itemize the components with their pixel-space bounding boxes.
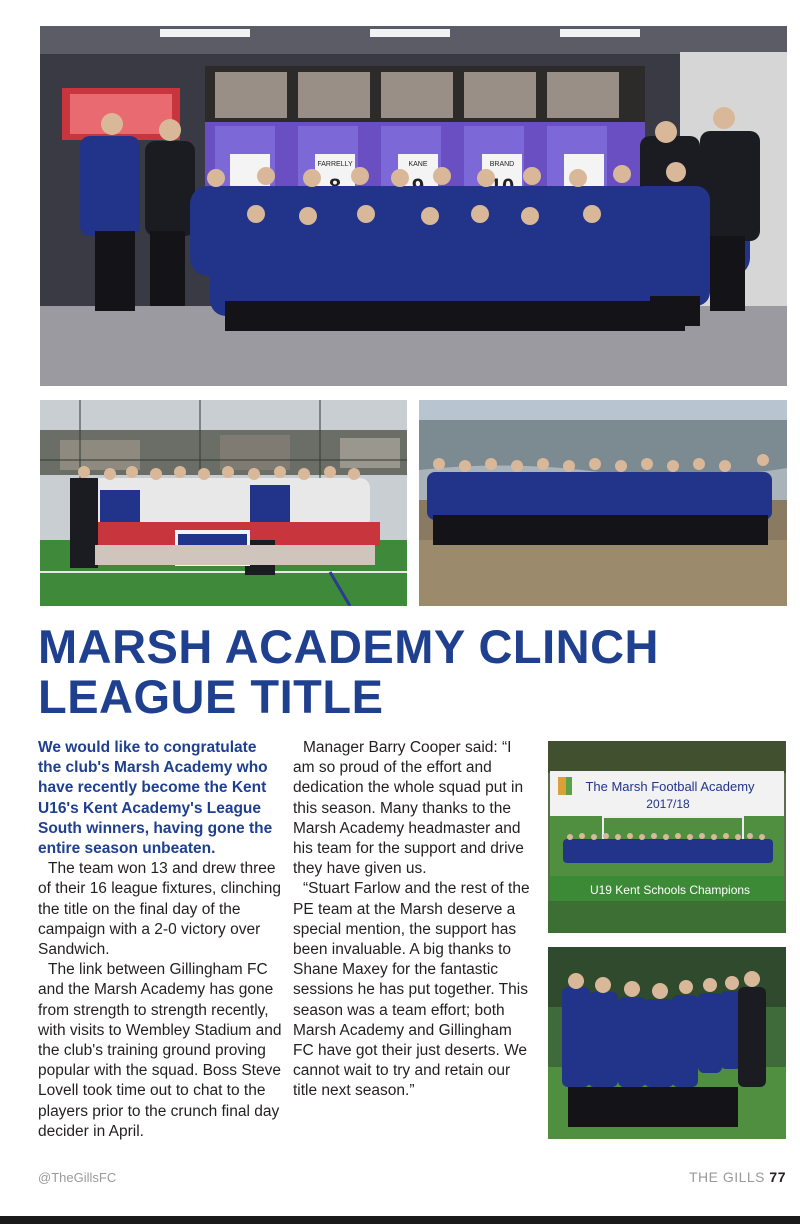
article-intro: We would like to congratulate the club's Marsh Academy who have recently become the Kent U16's Kent Academy's League South winners, having gone the entire season unbeaten.: [38, 739, 273, 858]
article-paragraph: Manager Barry Cooper said: “I am so proud of the effort and dedication the whole squad put in this season. Many thanks to the Marsh Academy headmaster and his team for the support and drive they have given us.: [293, 739, 524, 878]
article-paragraph: The link between Gillingham FC and the Marsh Academy has gone from strength to strength recently, with visits to Wembley Stadium and the club's training ground proving popular with the squad. Boss Steve Lovell took time out to chat to the players prior to the crunch final day decider in April.: [38, 961, 282, 1140]
banner-title: The Marsh Football Academy: [585, 779, 755, 794]
magazine-name: THE GILLS: [688, 1169, 766, 1185]
jersey-name-3: BRAND: [489, 161, 515, 168]
photo-banner-champions: [548, 741, 786, 933]
article-headline: MARSH ACADEMY CLINCH LEAGUE TITLE: [38, 620, 659, 723]
banner-season: 2017/18: [646, 797, 690, 811]
article-paragraph: The team won 13 and drew three of their 16 league fixtures, clinching the title on the final day of the campaign with a 2-0 victory over Sandwich.: [38, 860, 281, 959]
photo-training-session: [548, 947, 786, 1139]
banner-caption: U19 Kent Schools Champions: [589, 883, 751, 897]
jersey-name-1: FARRELLY: [317, 161, 353, 168]
photo-team-on-pitch: [40, 400, 407, 606]
photo-team-dressing-room: [40, 26, 787, 386]
article-column-1: [38, 738, 282, 1142]
photo-team-on-beach: [419, 400, 787, 606]
article-paragraph: “Stuart Farlow and the rest of the PE team at the Marsh deserve a special mention, the support has been invaluable. A big thanks to Shane Maxey for the fantastic sessions he has put together. This season was a team effort; both Marsh Academy and Gillingham FC have got their just deserts. We cannot wait to try and retain our title next season.”: [293, 880, 530, 1100]
bottom-edge-strip: [0, 1216, 800, 1224]
footer-magazine: [689, 1169, 786, 1185]
jersey-name-2: KANE: [408, 161, 428, 168]
page-number: 77: [769, 1169, 786, 1185]
footer-social-handle: @TheGillsFC: [38, 1170, 117, 1185]
article-column-2: [293, 738, 533, 1102]
